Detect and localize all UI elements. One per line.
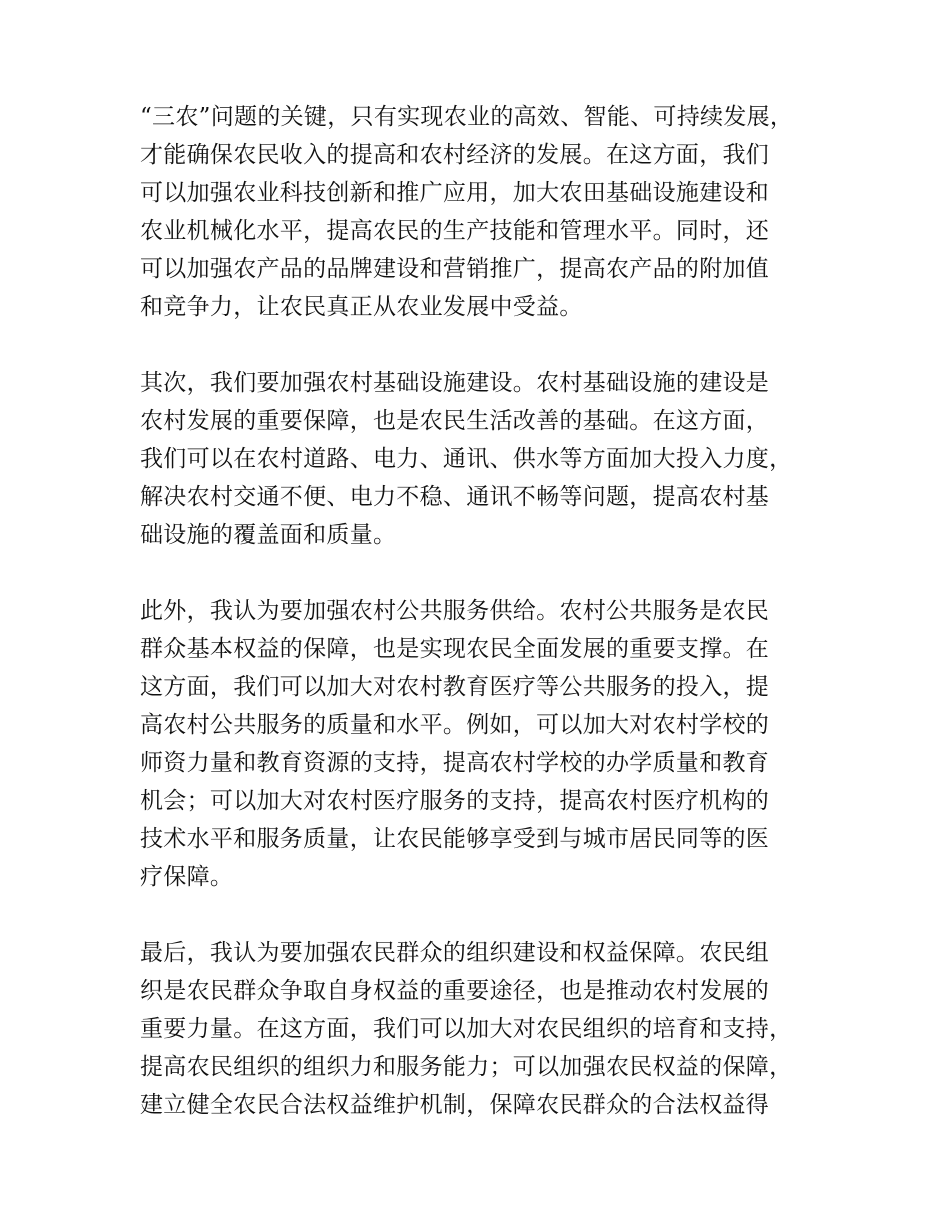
text-line: 提高农民组织的组织力和服务能力；可以加强农民权益的保障， (140, 1054, 793, 1080)
text-line: 疗保障。 (140, 864, 234, 890)
text-line: 可以加强农业科技创新和推广应用，加大农田基础设施建设和 (140, 180, 770, 206)
text-line: 解决农村交通不便、电力不稳、通讯不畅等问题，提高农村基 (140, 484, 770, 510)
text-line: “三农”问题的关键，只有实现农业的高效、智能、可持续发展， (140, 104, 794, 130)
text-line: 建立健全农民合法权益维护机制，保障农民群众的合法权益得 (140, 1092, 770, 1118)
text-line: 最后，我认为要加强农民群众的组织建设和权益保障。农民组 (140, 940, 770, 966)
text-line: 织是农民群众争取自身权益的重要途径，也是推动农村发展的 (140, 978, 770, 1004)
text-line: 农业机械化水平，提高农民的生产技能和管理水平。同时，还 (140, 218, 770, 244)
paragraph-2 (140, 364, 830, 554)
paragraph-1 (140, 98, 830, 326)
text-line: 其次，我们要加强农村基础设施建设。农村基础设施的建设是 (140, 370, 770, 396)
text-line: 群众基本权益的保障，也是实现农民全面发展的重要支撑。在 (140, 636, 770, 662)
text-line: 农村发展的重要保障，也是农民生活改善的基础。在这方面， (140, 408, 770, 434)
text-line: 这方面，我们可以加大对农村教育医疗等公共服务的投入，提 (140, 674, 770, 700)
document-body (140, 98, 830, 1162)
paragraph-3 (140, 592, 830, 896)
text-line: 础设施的覆盖面和质量。 (140, 522, 397, 548)
text-line: 可以加强农产品的品牌建设和营销推广，提高农产品的附加值 (140, 256, 770, 282)
text-line: 师资力量和教育资源的支持，提高农村学校的办学质量和教育 (140, 750, 770, 776)
text-line: 高农村公共服务的质量和水平。例如，可以加大对农村学校的 (140, 712, 770, 738)
text-line: 重要力量。在这方面，我们可以加大对农民组织的培育和支持， (140, 1016, 793, 1042)
text-line: 此外，我认为要加强农村公共服务供给。农村公共服务是农民 (140, 598, 770, 624)
text-line: 机会；可以加大对农村医疗服务的支持，提高农村医疗机构的 (140, 788, 770, 814)
text-line: 才能确保农民收入的提高和农村经济的发展。在这方面，我们 (140, 142, 770, 168)
text-line: 技术水平和服务质量，让农民能够享受到与城市居民同等的医 (140, 826, 770, 852)
paragraph-4 (140, 934, 830, 1124)
text-line: 我们可以在农村道路、电力、通讯、供水等方面加大投入力度， (140, 446, 793, 472)
text-line: 和竞争力，让农民真正从农业发展中受益。 (140, 294, 583, 320)
